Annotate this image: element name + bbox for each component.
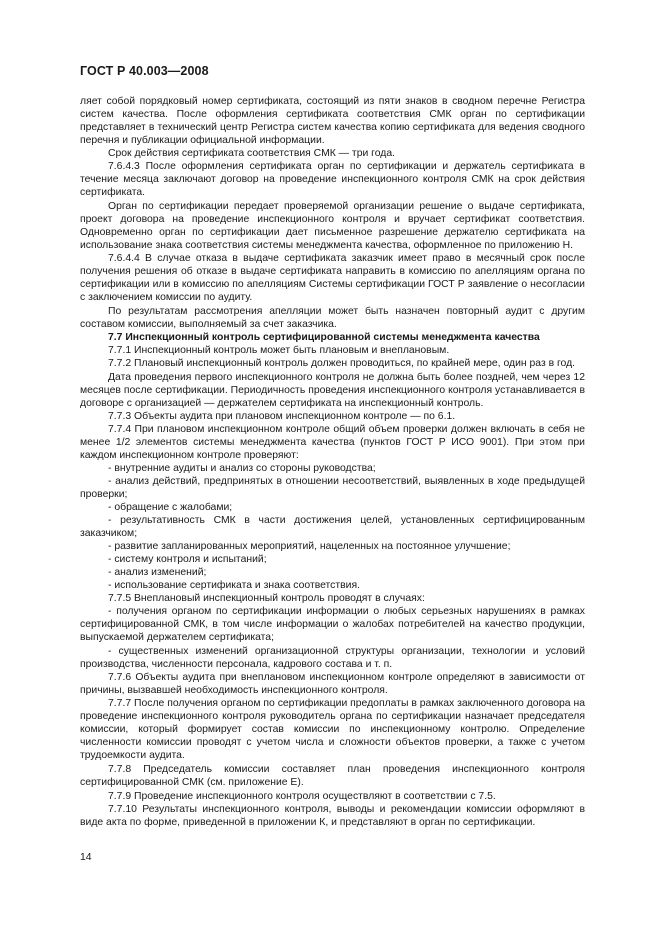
list-item: - существенных изменений организационной структуры организации, технологии и условий производства, численности персонала, кадрового состава и т. п.: [80, 646, 585, 670]
list-item: - результативность СМК в части достижения целей, установленных сертифицированным заказчиком;: [80, 515, 585, 539]
paragraph: 7.7.6 Объекты аудита при внеплановом инспекционном контроле определяют в зависимости от причины, вызвавшей необходимость инспекционного контроля.: [80, 672, 585, 696]
paragraph: 7.7.8 Председатель комиссии составляет план проведения инспекционного контроля сертифицированной СМК (см. приложение Е).: [80, 764, 585, 788]
paragraph: Орган по сертификации передает проверяемой организации решение о выдаче сертификата, проект договора на проведение инспекционного контроля и вручает сертификат соответствия. Одновременно орган по сертификации дает письменное разрешение держателю сертификата на использование знака соответствия системы менеджмента качества, оформленное по приложению Н.: [80, 201, 585, 251]
page-number: 14: [80, 852, 92, 863]
list-item: - получения органом по сертификации информации о любых серьезных нарушениях в рамках сертифицированной СМК, в том числе информации о жалобах потребителей на качество продукции, выпускаемой держателем сертификата;: [80, 606, 585, 643]
list-item: - анализ действий, предпринятых в отношении несоответствий, выявленных в ходе предыдущей проверки;: [80, 476, 585, 500]
paragraph: 7.6.4.4 В случае отказа в выдаче сертификата заказчик имеет право в месячный срок после получения решения об отказе в выдаче сертификата направить в комиссию по апелляциям органа по сертификации или в комиссию по апелляциям Системы сертификации ГОСТ Р заявление о несогласии с заключением комиссии по аудиту.: [80, 253, 585, 303]
paragraph: 7.7.5 Внеплановый инспекционный контроль проводят в случаях:: [108, 593, 425, 604]
paragraph: 7.7.3 Объекты аудита при плановом инспекционном контроле — по 6.1.: [108, 411, 456, 422]
list-item: - использование сертификата и знака соответствия.: [108, 580, 360, 591]
list-item: - анализ изменений;: [108, 567, 207, 578]
list-item: - внутренние аудиты и анализ со стороны руководства;: [108, 463, 376, 474]
document-body: [80, 95, 585, 829]
paragraph: По результатам рассмотрения апелляции может быть назначен повторный аудит с другим составом комиссии, выполняемый за счет заказчика.: [80, 306, 585, 330]
paragraph: 7.7.10 Результаты инспекционного контроля, выводы и рекомендации комиссии оформляют в виде акта по форме, приведенной в приложении К, и представляют в орган по сертификации.: [80, 804, 585, 828]
paragraph: 7.6.4.3 После оформления сертификата орган по сертификации и держатель сертификата в течение месяца заключают договор на проведение инспекционного контроля СМК на срок действия сертификата.: [80, 161, 585, 198]
section-heading: 7.7 Инспекционный контроль сертифицированной системы менеджмента качества: [108, 332, 540, 343]
paragraph: 7.7.4 При плановом инспекционном контроле общий объем проверки должен включать в себя не менее 1/2 элементов системы менеджмента качества (пунктов ГОСТ Р ИСО 9001). При этом при каждом инспекционном контроле проверяют:: [80, 424, 585, 461]
paragraph: 7.7.9 Проведение инспекционного контроля осуществляют в соответствии с 7.5.: [108, 791, 496, 802]
list-item: - систему контроля и испытаний;: [108, 554, 267, 565]
list-item: - развитие запланированных мероприятий, нацеленных на постоянное улучшение;: [108, 541, 511, 552]
standard-title: ГОСТ Р 40.003—2008: [80, 64, 209, 78]
paragraph: 7.7.1 Инспекционный контроль может быть плановым и внеплановым.: [108, 345, 450, 356]
paragraph: Срок действия сертификата соответствия СМК — три года.: [108, 148, 396, 159]
paragraph: Дата проведения первого инспекционного контроля не должна быть более поздней, чем через 12 месяцев после сертификации. Периодичность проведения инспекционного контроля устанавливается в договоре с организацией — держателем сертификата на инспекционный контроль.: [80, 372, 585, 409]
paragraph: ляет собой порядковый номер сертификата, состоящий из пяти знаков в сводном перечне Регистра систем качества. После оформления сертификата соответствия СМК орган по сертификации представляет в технический центр Регистра систем качества копию сертификата для ведения сводного перечня и публикации официальной информации.: [80, 96, 585, 146]
list-item: - обращение с жалобами;: [108, 502, 233, 513]
paragraph: 7.7.2 Плановый инспекционный контроль должен проводиться, по крайней мере, один раз в год.: [108, 358, 576, 369]
paragraph: 7.7.7 После получения органом по сертификации предоплаты в рамках заключенного договора на проведение инспекционного контроля руководитель органа по сертификации назначает председателя комиссии, который формирует состав комиссии по инспекционному контролю. Определение численности комиссии проводят с учетом числа и сложности объектов проверки, а также с учетом трудоемкости аудита.: [80, 698, 585, 761]
